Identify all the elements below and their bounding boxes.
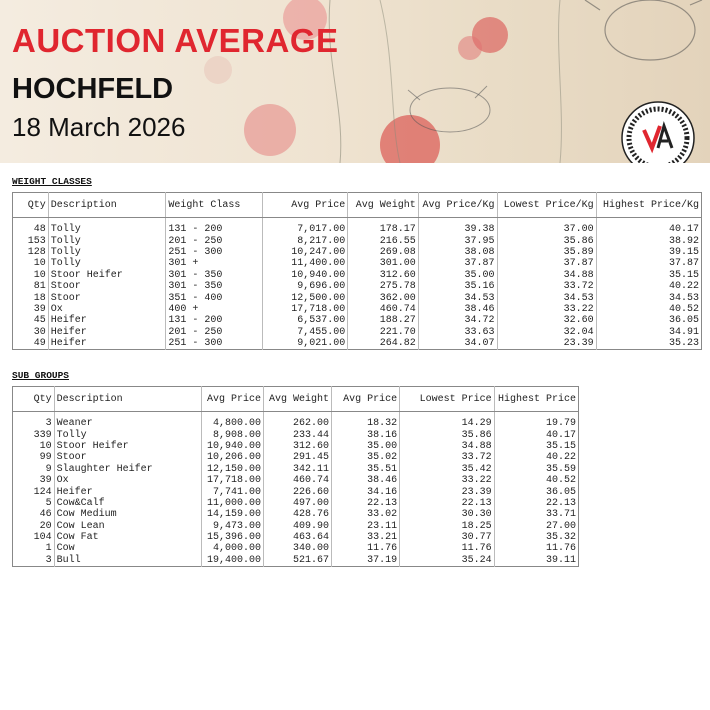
cell-description: Ox	[48, 304, 166, 315]
cell-avg-price-kg: 38.16	[332, 429, 400, 440]
cell-avg-price-kg: 35.02	[332, 452, 400, 463]
cell-description: Bull	[54, 555, 201, 567]
page-title: AUCTION AVERAGE	[12, 22, 339, 59]
cell-highest-price: 35.32	[494, 532, 578, 543]
table-row	[13, 247, 702, 258]
column-header-lowest-price: Lowest Price	[400, 387, 495, 412]
cell-highest-price: 27.00	[494, 521, 578, 532]
table-row	[13, 338, 702, 350]
cell-highest-price: 40.22	[494, 452, 578, 463]
table-row	[13, 327, 702, 338]
cell-avg-weight: 291.45	[263, 452, 331, 463]
table-row	[13, 218, 702, 236]
cell-highest-price-kg: 38.92	[596, 235, 701, 246]
cell-avg-price-kg: 37.95	[418, 235, 497, 246]
column-header-avg-price-kg: Avg Price/Kg	[418, 193, 497, 218]
cell-avg-price: 12,150.00	[201, 464, 263, 475]
cell-avg-price: 9,696.00	[263, 281, 348, 292]
table-row	[13, 464, 579, 475]
cell-highest-price: 35.15	[494, 441, 578, 452]
cell-lowest-price-kg: 23.39	[497, 338, 596, 350]
cell-highest-price: 33.71	[494, 509, 578, 520]
table-row	[13, 235, 702, 246]
cell-qty: 46	[39, 509, 52, 521]
cell-avg-price: 8,217.00	[263, 235, 348, 246]
column-header-highest-price-kg: Highest Price/Kg	[596, 193, 701, 218]
cell-highest-price: 40.17	[494, 429, 578, 440]
cell-avg-price: 10,206.00	[201, 452, 263, 463]
weight-classes-heading: WEIGHT CLASSES	[12, 176, 92, 187]
cell-lowest-price-kg: 34.53	[497, 292, 596, 303]
cell-weight-class: 251 - 300	[166, 247, 263, 258]
cell-avg-weight: 497.00	[263, 498, 331, 509]
cell-highest-price: 36.05	[494, 486, 578, 497]
cell-description: Stoor Heifer	[54, 441, 201, 452]
cell-qty: 45	[33, 315, 46, 327]
cell-avg-price: 10,940.00	[263, 270, 348, 281]
cell-avg-weight: 188.27	[348, 315, 419, 326]
cell-description: Tolly	[48, 218, 166, 236]
cell-avg-weight: 340.00	[263, 543, 331, 554]
cell-description: Cow&Calf	[54, 498, 201, 509]
cell-avg-price-kg: 34.16	[332, 486, 400, 497]
cell-lowest-price-kg: 35.86	[497, 235, 596, 246]
cell-avg-weight: 312.60	[348, 270, 419, 281]
table-row	[13, 258, 702, 269]
cell-avg-weight: 262.00	[263, 412, 331, 430]
cell-lowest-price-kg: 32.60	[497, 315, 596, 326]
column-header-qty: Qty	[13, 193, 49, 218]
cell-lowest-price: 33.72	[400, 452, 495, 463]
cell-lowest-price: 23.39	[400, 486, 495, 497]
cell-description: Stoor Heifer	[48, 270, 166, 281]
cell-avg-price-kg: 37.87	[418, 258, 497, 269]
cell-qty: 48	[33, 224, 46, 236]
cell-highest-price-kg: 34.53	[596, 292, 701, 303]
column-header-highest-price: Highest Price	[494, 387, 578, 412]
cell-qty: 128	[27, 246, 46, 258]
cell-avg-price-kg: 33.21	[332, 532, 400, 543]
cell-description: Stoor	[48, 292, 166, 303]
table-row	[13, 475, 579, 486]
cell-qty: 104	[33, 532, 52, 544]
cell-avg-price-kg: 18.32	[332, 412, 400, 430]
cell-avg-price-kg: 35.16	[418, 281, 497, 292]
table-header-row	[13, 387, 579, 412]
column-header-lowest-price-kg: Lowest Price/Kg	[497, 193, 596, 218]
cell-avg-price: 8,908.00	[201, 429, 263, 440]
header-banner	[0, 0, 710, 163]
cell-lowest-price: 22.13	[400, 498, 495, 509]
cell-description: Tolly	[48, 247, 166, 258]
cell-qty: 18	[33, 292, 46, 304]
table-row	[13, 509, 579, 520]
column-header-avg-weight: Avg Weight	[348, 193, 419, 218]
cell-qty: 153	[27, 235, 46, 247]
cell-avg-price-kg: 33.02	[332, 509, 400, 520]
table-row	[13, 543, 579, 554]
cell-qty: 49	[33, 338, 46, 350]
cell-avg-weight: 460.74	[348, 304, 419, 315]
sub-groups-table	[12, 386, 579, 567]
table-row	[13, 315, 702, 326]
cell-avg-price: 9,021.00	[263, 338, 348, 350]
cell-description: Slaughter Heifer	[54, 464, 201, 475]
column-header-avg-price-kg: Avg Price	[332, 387, 400, 412]
cell-qty: 5	[45, 497, 52, 509]
table-row	[13, 292, 702, 303]
cell-qty: 81	[33, 281, 46, 293]
cell-avg-weight: 463.64	[263, 532, 331, 543]
cell-avg-price: 15,396.00	[201, 532, 263, 543]
cell-avg-weight: 275.78	[348, 281, 419, 292]
cell-avg-weight: 521.67	[263, 555, 331, 567]
cell-avg-price-kg: 37.19	[332, 555, 400, 567]
cell-highest-price: 22.13	[494, 498, 578, 509]
cell-avg-weight: 312.60	[263, 441, 331, 452]
cell-weight-class: 201 - 250	[166, 327, 263, 338]
cell-qty: 3	[45, 554, 52, 566]
cell-lowest-price: 30.30	[400, 509, 495, 520]
cell-qty: 20	[39, 520, 52, 532]
column-header-weight-class: Weight Class	[166, 193, 263, 218]
cell-avg-weight: 362.00	[348, 292, 419, 303]
cell-lowest-price: 35.24	[400, 555, 495, 567]
table-row	[13, 532, 579, 543]
table-row	[13, 429, 579, 440]
cell-weight-class: 301 - 350	[166, 270, 263, 281]
cell-highest-price-kg: 36.05	[596, 315, 701, 326]
cell-highest-price-kg: 37.87	[596, 258, 701, 269]
cell-weight-class: 201 - 250	[166, 235, 263, 246]
column-header-avg-weight: Avg Weight	[263, 387, 331, 412]
cell-qty: 3	[45, 418, 52, 430]
cell-highest-price-kg: 34.91	[596, 327, 701, 338]
sub-groups-heading: SUB GROUPS	[12, 370, 70, 381]
cell-qty: 339	[33, 429, 52, 441]
cell-avg-price-kg: 34.53	[418, 292, 497, 303]
cell-weight-class: 351 - 400	[166, 292, 263, 303]
vla-logo	[620, 100, 696, 163]
column-header-qty: Qty	[13, 387, 55, 412]
cell-avg-price: 9,473.00	[201, 521, 263, 532]
cell-lowest-price: 35.42	[400, 464, 495, 475]
cell-avg-price-kg: 38.46	[418, 304, 497, 315]
cell-highest-price-kg: 35.15	[596, 270, 701, 281]
cell-qty: 39	[39, 475, 52, 487]
cell-weight-class: 131 - 200	[166, 315, 263, 326]
cell-description: Stoor	[48, 281, 166, 292]
cell-avg-price: 11,400.00	[263, 258, 348, 269]
weight-classes-table	[12, 192, 702, 350]
cell-qty: 10	[39, 440, 52, 452]
cell-description: Cow Medium	[54, 509, 201, 520]
cell-weight-class: 301 +	[166, 258, 263, 269]
column-header-description: Description	[54, 387, 201, 412]
cell-lowest-price-kg: 33.22	[497, 304, 596, 315]
cell-avg-weight: 342.11	[263, 464, 331, 475]
cell-avg-weight: 301.00	[348, 258, 419, 269]
cell-description: Cow	[54, 543, 201, 554]
cell-avg-price: 17,718.00	[201, 475, 263, 486]
cell-weight-class: 301 - 350	[166, 281, 263, 292]
auction-date: 18 March 2026	[12, 112, 186, 142]
cell-avg-price: 7,017.00	[263, 218, 348, 236]
cell-qty: 10	[33, 258, 46, 270]
cell-avg-weight: 409.90	[263, 521, 331, 532]
cell-highest-price: 19.79	[494, 412, 578, 430]
cell-description: Tolly	[48, 258, 166, 269]
cell-highest-price-kg: 39.15	[596, 247, 701, 258]
cell-lowest-price: 18.25	[400, 521, 495, 532]
cell-avg-price: 6,537.00	[263, 315, 348, 326]
cell-qty: 10	[33, 269, 46, 281]
cell-qty: 9	[45, 463, 52, 475]
cell-description: Tolly	[54, 429, 201, 440]
cell-avg-price: 7,741.00	[201, 486, 263, 497]
table-row	[13, 555, 579, 567]
cell-highest-price: 35.59	[494, 464, 578, 475]
cell-avg-price-kg: 33.63	[418, 327, 497, 338]
cell-avg-price-kg: 35.00	[332, 441, 400, 452]
cell-avg-price: 12,500.00	[263, 292, 348, 303]
cell-avg-price: 7,455.00	[263, 327, 348, 338]
cell-avg-weight: 264.82	[348, 338, 419, 350]
cell-avg-weight: 221.70	[348, 327, 419, 338]
cell-avg-price: 4,000.00	[201, 543, 263, 554]
cell-lowest-price: 34.88	[400, 441, 495, 452]
cell-qty: 124	[33, 486, 52, 498]
cell-lowest-price: 14.29	[400, 412, 495, 430]
cell-highest-price: 11.76	[494, 543, 578, 554]
cell-lowest-price-kg: 34.88	[497, 270, 596, 281]
cell-avg-weight: 226.60	[263, 486, 331, 497]
table-row	[13, 412, 579, 430]
column-header-avg-price: Avg Price	[201, 387, 263, 412]
cell-description: Cow Lean	[54, 521, 201, 532]
column-header-description: Description	[48, 193, 166, 218]
cell-weight-class: 251 - 300	[166, 338, 263, 350]
cell-lowest-price: 35.86	[400, 429, 495, 440]
cell-lowest-price: 33.22	[400, 475, 495, 486]
cell-avg-price-kg: 35.00	[418, 270, 497, 281]
cell-qty: 1	[45, 543, 52, 555]
cell-description: Heifer	[48, 338, 166, 350]
cell-lowest-price: 30.77	[400, 532, 495, 543]
cell-description: Tolly	[48, 235, 166, 246]
cell-avg-price: 4,800.00	[201, 412, 263, 430]
table-row	[13, 281, 702, 292]
cell-lowest-price-kg: 37.00	[497, 218, 596, 236]
cell-lowest-price-kg: 32.04	[497, 327, 596, 338]
cell-avg-price-kg: 11.76	[332, 543, 400, 554]
table-row	[13, 521, 579, 532]
cell-avg-price: 10,940.00	[201, 441, 263, 452]
cell-qty: 30	[33, 326, 46, 338]
cell-highest-price: 39.11	[494, 555, 578, 567]
cell-lowest-price: 11.76	[400, 543, 495, 554]
table-row	[13, 452, 579, 463]
cell-avg-price-kg: 34.72	[418, 315, 497, 326]
cell-avg-price: 19,400.00	[201, 555, 263, 567]
table-header-row	[13, 193, 702, 218]
cell-avg-price: 11,000.00	[201, 498, 263, 509]
cell-description: Heifer	[54, 486, 201, 497]
cell-lowest-price-kg: 35.89	[497, 247, 596, 258]
cell-avg-weight: 216.55	[348, 235, 419, 246]
cell-qty: 99	[39, 452, 52, 464]
cell-highest-price: 40.52	[494, 475, 578, 486]
cell-avg-price-kg: 23.11	[332, 521, 400, 532]
table-row	[13, 304, 702, 315]
location-name: HOCHFELD	[12, 73, 174, 105]
cell-description: Heifer	[48, 315, 166, 326]
cell-avg-price: 14,159.00	[201, 509, 263, 520]
table-row	[13, 441, 579, 452]
table-row	[13, 486, 579, 497]
cell-avg-weight: 460.74	[263, 475, 331, 486]
cell-weight-class: 400 +	[166, 304, 263, 315]
cell-avg-price: 10,247.00	[263, 247, 348, 258]
cell-highest-price-kg: 40.17	[596, 218, 701, 236]
cell-avg-weight: 428.76	[263, 509, 331, 520]
cell-highest-price-kg: 40.52	[596, 304, 701, 315]
cell-weight-class: 131 - 200	[166, 218, 263, 236]
cell-avg-weight: 269.08	[348, 247, 419, 258]
cell-avg-price-kg: 38.08	[418, 247, 497, 258]
cell-avg-price-kg: 34.07	[418, 338, 497, 350]
column-header-avg-price: Avg Price	[263, 193, 348, 218]
cell-description: Weaner	[54, 412, 201, 430]
cell-avg-weight: 178.17	[348, 218, 419, 236]
cell-avg-price-kg: 22.13	[332, 498, 400, 509]
cell-highest-price-kg: 40.22	[596, 281, 701, 292]
cell-avg-price-kg: 39.38	[418, 218, 497, 236]
table-row	[13, 498, 579, 509]
cell-description: Ox	[54, 475, 201, 486]
cell-avg-price: 17,718.00	[263, 304, 348, 315]
cell-description: Heifer	[48, 327, 166, 338]
cell-lowest-price-kg: 37.87	[497, 258, 596, 269]
cell-highest-price-kg: 35.23	[596, 338, 701, 350]
cell-description: Cow Fat	[54, 532, 201, 543]
cell-avg-price-kg: 35.51	[332, 464, 400, 475]
cell-description: Stoor	[54, 452, 201, 463]
table-row	[13, 270, 702, 281]
cell-avg-weight: 233.44	[263, 429, 331, 440]
cell-avg-price-kg: 38.46	[332, 475, 400, 486]
cell-qty: 39	[33, 303, 46, 315]
cell-lowest-price-kg: 33.72	[497, 281, 596, 292]
